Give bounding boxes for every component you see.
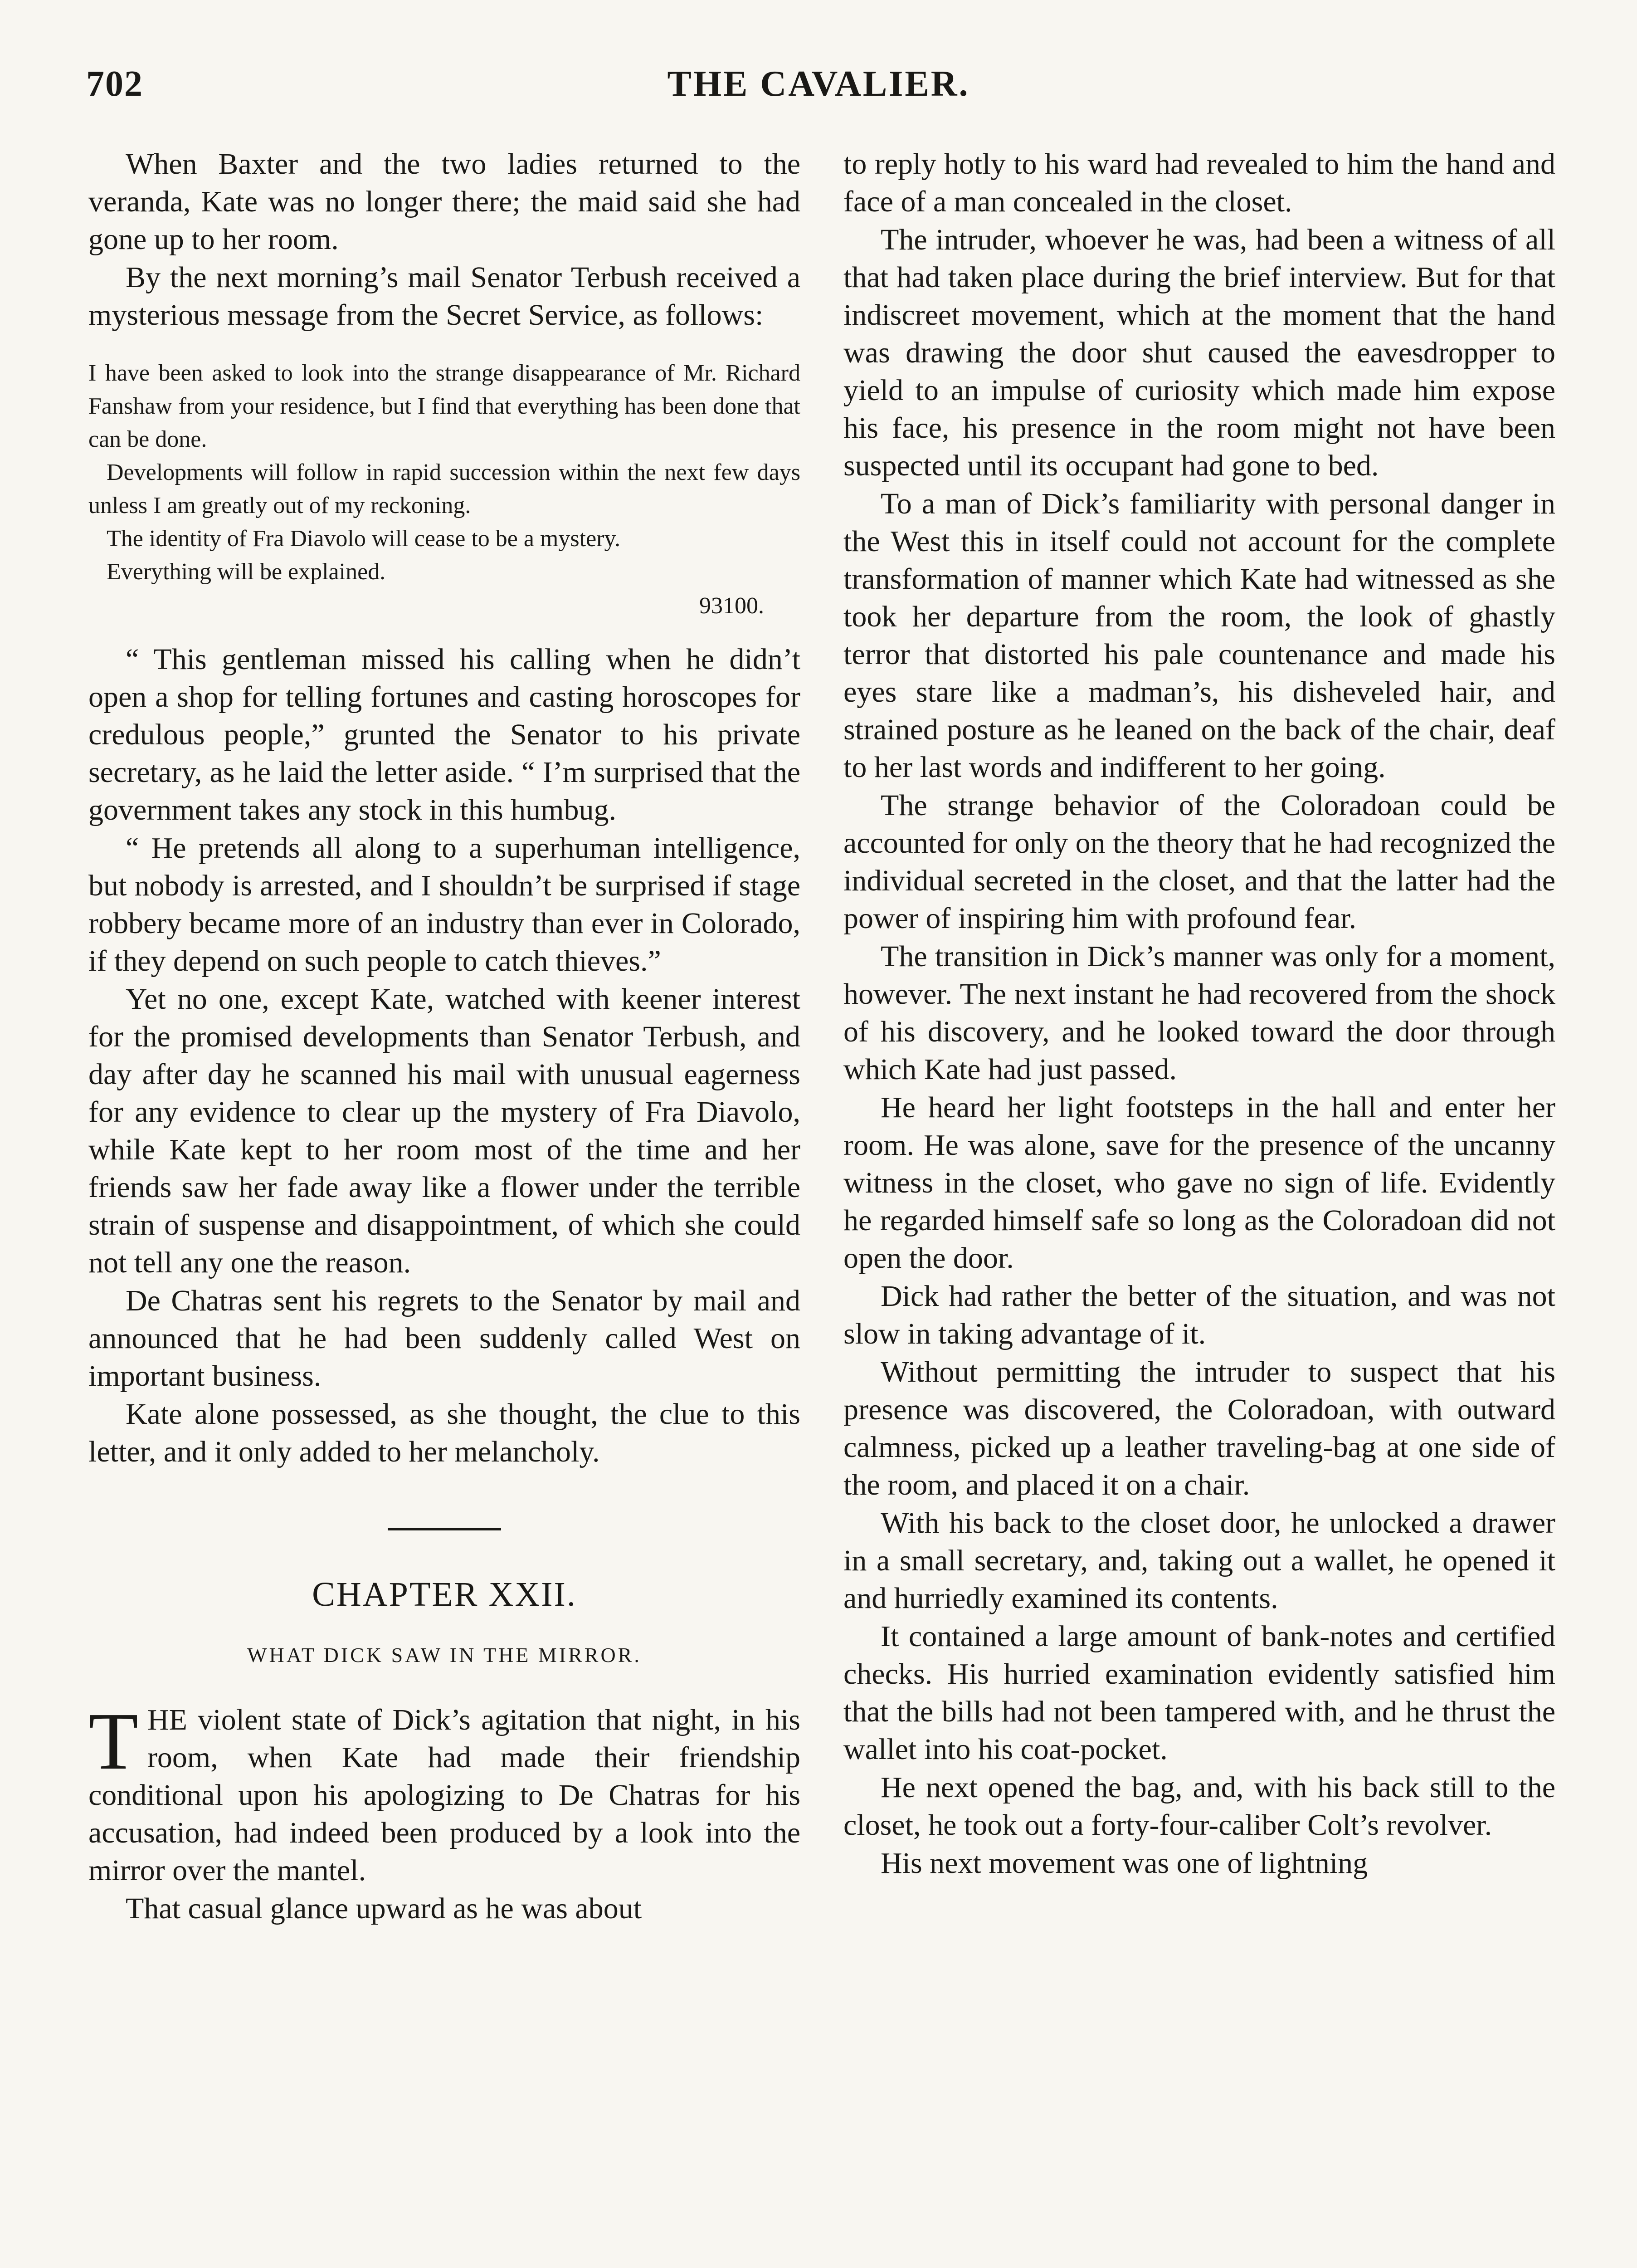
paragraph: “ He pretends all along to a superhuman intelligence, but nobody is arrested, and I shouldn’t be surprised if stage robbery became more of an industry than ever in Colorado, if they depend on such people to catch thieves.” (88, 831, 800, 978)
chapter-title: WHAT DICK SAW IN THE MIRROR. (247, 1643, 642, 1667)
paragraph: The strange behavior of the Coloradoan could be accounted for only on the theory that he had recognized the individual secreted in the closet, and that the latter had the power of inspiring him with profound fear. (843, 789, 1555, 935)
paragraph: The transition in Dick’s manner was only for a moment, however. The next instant he had recovered from the shock of his discovery, and he looked toward the door through which Kate had just passed. (843, 940, 1555, 1086)
drop-cap: T (88, 1696, 138, 1786)
paragraph: That casual glance upward as he was about (126, 1892, 642, 1925)
letter-paragraph: Developments will follow in rapid succession within the next few days unless I am greatly out of my reckoning. (88, 459, 800, 518)
paragraph: His next movement was one of lightning (881, 1847, 1368, 1880)
chapter-opening-text: HE violent state of Dick’s agitation that night, in his room, when Kate had made their friendship conditional upon his apologizing to De Chatras for his accusation, had indeed been produced by a look into the mirror over the mantel. (88, 1703, 800, 1887)
letter-signature: 93100. (699, 593, 764, 619)
letter-paragraph: Everything will be explained. (107, 559, 386, 585)
right-column (843, 145, 1555, 1882)
secret-service-letter (88, 357, 800, 622)
paragraph: When Baxter and the two ladies returned to the veranda, Kate was no longer there; the maid said she had gone up to her room. (88, 147, 800, 256)
letter-paragraph: I have been asked to look into the strange disappearance of Mr. Richard Fanshaw from your residence, but I find that everything has been done that can be done. (88, 360, 800, 452)
running-title: THE CAVALIER. (667, 64, 970, 104)
left-column (88, 145, 800, 1928)
paragraph: By the next morning’s mail Senator Terbush received a mysterious message from the Secret Service, as follows: (88, 261, 800, 332)
paragraph: To a man of Dick’s familiarity with personal danger in the West this in itself could not account for the complete transformation of manner which Kate had witnessed as she took her departure from the room, the look of ghastly terror that distorted his pale countenance and made his eyes stare like a madman’s, his disheveled hair, and strained posture as he leaned on the back of the chair, deaf to her last words and indifferent to her going. (843, 487, 1555, 784)
letter-paragraph: The identity of Fra Diavolo will cease to be a mystery. (107, 526, 621, 552)
paragraph: He heard her light footsteps in the hall and enter her room. He was alone, save for the presence of the uncanny witness in the closet, who gave no sign of life. Evidently he regarded himself safe so long as the Coloradoan did not open the door. (843, 1091, 1555, 1275)
paragraph: It contained a large amount of bank-notes and certified checks. His hurried examination evidently satisfied him that the bills had not been tampered with, and he thrust the wallet into his coat-pocket. (843, 1620, 1555, 1766)
continued-paragraph: to reply hotly to his ward had revealed to him the hand and face of a man concealed in the closet. (843, 147, 1555, 218)
paragraph: With his back to the closet door, he unlocked a drawer in a small secretary, and, taking out a wallet, he opened it and hurriedly examined its contents. (843, 1506, 1555, 1615)
paragraph: Without permitting the intruder to suspect that his presence was discovered, the Coloradoan, with outward calmness, picked up a leather traveling-bag at one side of the room, and placed it on a chair. (843, 1355, 1555, 1501)
paragraph: Yet no one, except Kate, watched with keener interest for the promised developments than Senator Terbush, and day after day he scanned his mail with unusual eagerness for any evidence to clear up the mystery of Fra Diavolo, while Kate kept to her room most of the time and her friends saw her fade away like a flower under the terrible strain of suspense and disappointment, of which she could not tell any one the reason. (88, 982, 800, 1279)
section-divider (388, 1528, 501, 1530)
chapter-opening-paragraph (88, 1696, 800, 1889)
paragraph: He next opened the bag, and, with his back still to the closet, he took out a forty-four-caliber Colt’s revolver. (843, 1771, 1555, 1842)
paragraph: The intruder, whoever he was, had been a witness of all that had taken place during the brief interview. But for that indiscreet movement, which at the moment that the hand was drawing the door shut caused the eavesdropper to yield to an impulse of curiosity which made him expose his face, his presence in the room might not have been suspected until its occupant had gone to bed. (843, 223, 1555, 482)
paragraph: Kate alone possessed, as she thought, the clue to this letter, and it only added to her melancholy. (88, 1398, 800, 1468)
chapter-heading: CHAPTER XXII. (312, 1575, 577, 1613)
paragraph: Dick had rather the better of the situation, and was not slow in taking advantage of it. (843, 1280, 1555, 1350)
paragraph: “ This gentleman missed his calling when he didn’t open a shop for telling fortunes and casting horoscopes for credulous people,” grunted the Senator to his private secretary, as he laid the letter aside. “ I’m surprised that the government takes any stock in this humbug. (88, 643, 800, 826)
paragraph: De Chatras sent his regrets to the Senator by mail and announced that he had been suddenly called West on important business. (88, 1284, 800, 1393)
page-header (86, 64, 1551, 113)
page-number: 702 (86, 64, 143, 104)
